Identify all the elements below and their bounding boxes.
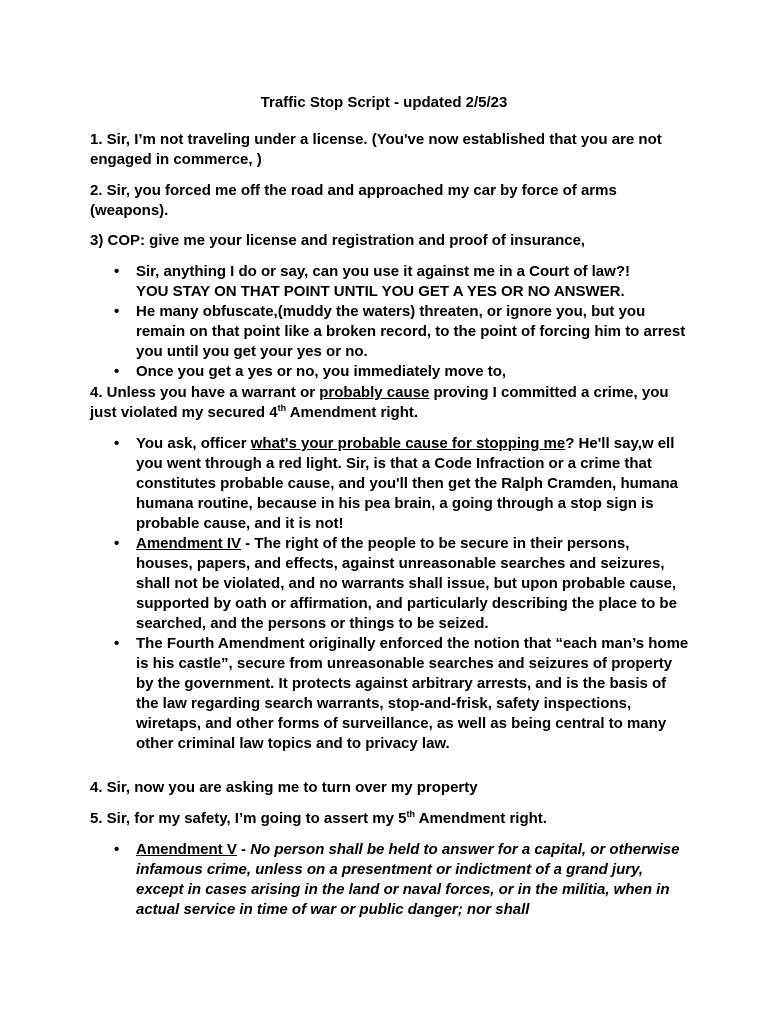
bullet-list-4 [90, 434, 690, 754]
paragraph-4b: 4. Sir, now you are asking me to turn over my property [90, 779, 478, 796]
bullet-icon: • [114, 263, 120, 280]
bullet-list-5 [90, 840, 690, 920]
list-item: • Amendment V - No person shall be held to answer for a capital, or otherwise infamous crime, unless on a presentment or indictment of a grand jury, except in cases arising in the land or naval forces, or in the militia, when in actual service in time of war or public danger; nor shall [114, 841, 680, 918]
list-item: • Sir, anything I do or say, can you use it against me in a Court of law?! YOU STAY ON THAT POINT UNTIL YOU GET A YES OR NO ANSWER. [114, 263, 630, 300]
bullet-icon: • [114, 363, 120, 380]
paragraph-1: 1. Sir, I’m not traveling under a license. (You've now established that you are not engaged in commerce, ) [90, 131, 662, 168]
bullet-icon: • [114, 303, 120, 320]
bullet-list-3 [90, 262, 690, 382]
list-item: • Amendment IV - The right of the people to be secure in their persons, houses, papers, and effects, against unreasonable searches and seizures, shall not be violated, and no warrants shall issue, but upon probable cause, supported by oath or affirmation, and particularly describing the place to be searched, and the persons or things to be seized. [114, 535, 677, 632]
list-item: • You ask, officer what's your probable cause for stopping me? He'll say,w ell you went through a red light. Sir, is that a Code Infraction or a crime that constitutes probable cause, and you'll then get the Ralph Cramden, humana humana routine, because in his pea brain, a going through a stop sign is probable cause, and it is not! [114, 435, 678, 532]
paragraph-4: 4. Unless you have a warrant or probably cause proving I committed a crime, you just violated my secured 4th Amendment right. [90, 384, 669, 421]
list-item: • The Fourth Amendment originally enforced the notion that “each man’s home is his castle”, secure from unreasonable searches and seizures of property by the government. It protects against arbitrary arrests, and is the basis of the law regarding search warrants, stop-and-frisk, safety inspections, wiretaps, and other forms of surveillance, as well as being central to many other criminal law topics and to privacy law. [114, 635, 689, 752]
paragraph-3: 3) COP: give me your license and registration and proof of insurance, [90, 232, 586, 249]
bullet-icon: • [114, 635, 120, 652]
document-title: Traffic Stop Script - updated 2/5/23 [260, 94, 508, 111]
paragraph-2: 2. Sir, you forced me off the road and approached my car by force of arms (weapons). [90, 182, 617, 219]
bullet-icon: • [114, 535, 120, 552]
list-item: • He many obfuscate,(muddy the waters) threaten, or ignore you, but you remain on that point like a broken record, to the point of forcing him to arrest you until you get your yes or no. [114, 303, 686, 360]
bullet-icon: • [114, 841, 120, 858]
list-item: • Once you get a yes or no, you immediately move to, [114, 363, 507, 380]
paragraph-5: 5. Sir, for my safety, I’m going to assert my 5th Amendment right. [90, 809, 547, 827]
bullet-icon: • [114, 435, 120, 452]
